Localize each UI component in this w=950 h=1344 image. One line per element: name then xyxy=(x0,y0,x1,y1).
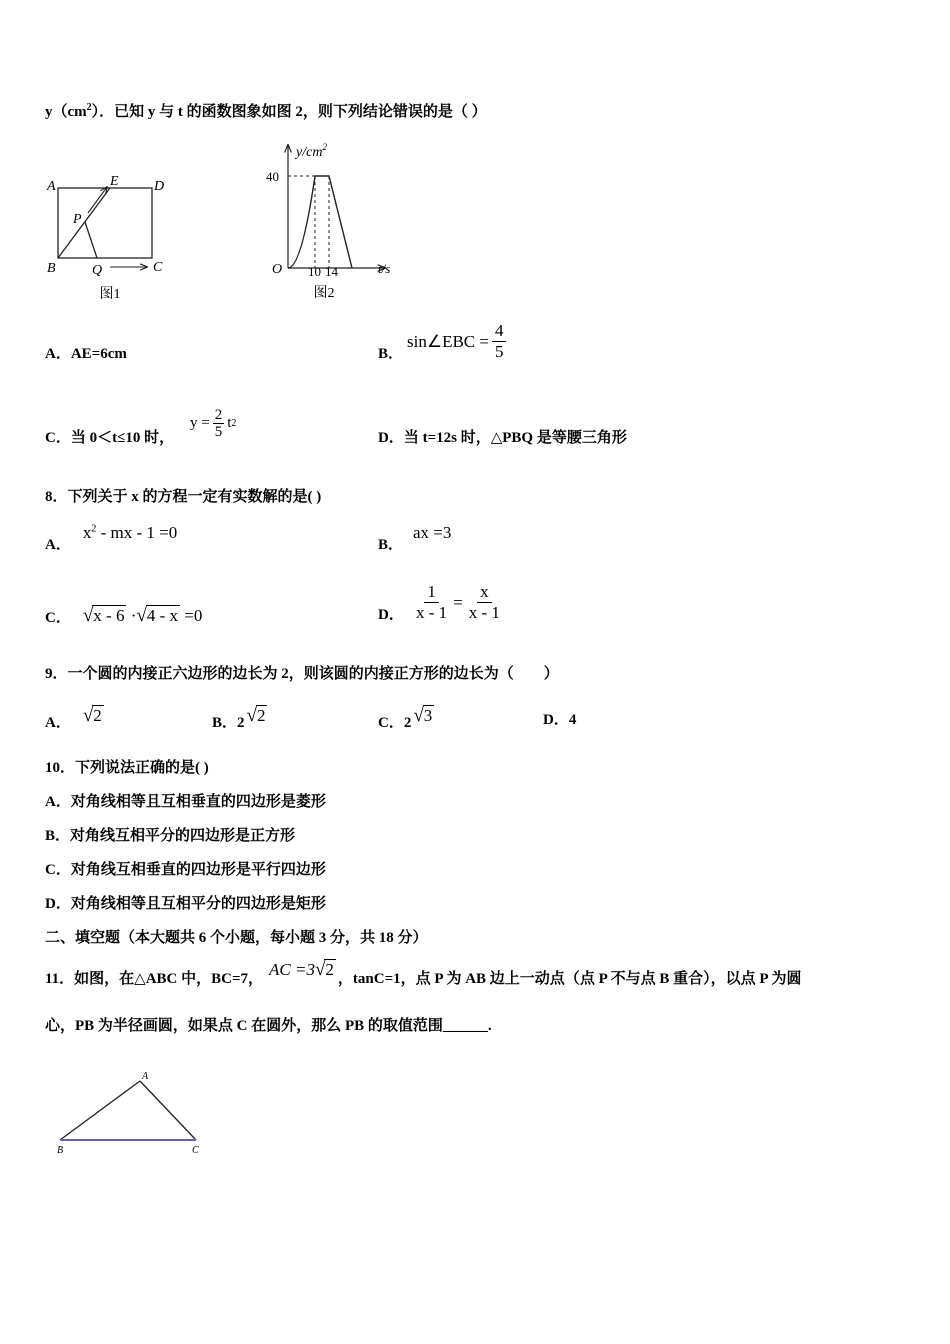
q11-line-1 xyxy=(45,959,802,988)
fig1-label-q: Q xyxy=(92,263,103,278)
q7-option-a-text: AE=6cm xyxy=(70,346,127,362)
q8-option-c-radicand-2: 4 - x xyxy=(146,606,179,625)
q8-option-d xyxy=(378,606,404,624)
figure2 xyxy=(266,142,390,301)
radical-sign: √ xyxy=(314,959,326,980)
q7-option-b-label: B． xyxy=(378,346,404,362)
q8-option-d-numerator-2: x xyxy=(477,582,492,603)
fig2-caption: 图2 xyxy=(313,286,335,301)
q7-option-d-label: D． xyxy=(378,430,404,446)
q9-option-d-value: 4 xyxy=(568,712,577,728)
q9-option-c-sqrt xyxy=(413,705,434,726)
fig1-label-c: C xyxy=(153,260,163,275)
q7-stem-sup: 2 xyxy=(86,102,92,113)
fig2-x-tick-14: 14 xyxy=(325,264,338,279)
q9-option-c-value xyxy=(413,705,434,726)
q10-option-d xyxy=(45,895,326,913)
q9-option-d-label: D． xyxy=(543,712,569,728)
q8-option-a-sup: 2 xyxy=(91,523,97,535)
fig2-x-tick-10: 10 xyxy=(308,264,321,279)
q11-line-1-post: ，tanC=1，点 P 为 AB 边上一动点（点 P 不与点 B 重合），以点 P 为圆 xyxy=(337,971,802,987)
q7-option-c-lhs: y = xyxy=(190,415,210,431)
q9-stem: 9．一个圆的内接正六边形的边长为 2，则该圆的内接正方形的边长为（ ） xyxy=(45,666,559,682)
segment-ab xyxy=(60,1081,140,1140)
q7-option-b-lhs: sin∠EBC = xyxy=(407,331,489,351)
q9-option-a xyxy=(45,705,104,732)
q7-option-c-text: 当 0＜t≤10 时， xyxy=(70,430,175,446)
q8-option-a-label: A． xyxy=(45,537,71,553)
q9-option-c-label: C． xyxy=(378,715,404,731)
fig2-origin: O xyxy=(272,262,283,277)
q7-option-c-formula: y = $\frac{2}{5}$ t 2 xyxy=(190,407,237,440)
q10-stem: 10．下列说法正确的是( ) xyxy=(45,760,209,776)
q8-option-b-label: B． xyxy=(378,537,404,553)
q7-stem xyxy=(45,103,487,121)
q8-option-c-radicand-1: x - 6 xyxy=(93,606,125,625)
q8-option-a-base: x xyxy=(82,523,92,542)
q10-option-a-text: 对角线相等且互相垂直的四边形是菱形 xyxy=(70,794,326,810)
q7-option-c-denominator: 5 xyxy=(214,424,223,440)
q8-option-c-sqrt-2 xyxy=(136,605,180,626)
q7-option-c-var: t xyxy=(227,415,232,431)
q11-line-2: 心，PB 为半径画圆，如果点 C 在圆外，那么 PB 的取值范围______. xyxy=(45,1018,492,1034)
q8-stem: 8．下列关于 x 的方程一定有实数解的是( ) xyxy=(45,489,322,505)
q10-option-a-label: A． xyxy=(45,794,71,810)
q10-option-b-label: B． xyxy=(45,828,71,844)
q7-option-b xyxy=(378,345,403,363)
fig1-label-b: B xyxy=(47,261,56,276)
fig1-label-d: D xyxy=(154,179,165,194)
q9-option-c-radicand: 3 xyxy=(423,706,433,725)
q10-option-b-text: 对角线互相平分的四边形是正方形 xyxy=(70,828,296,844)
q8-option-b-formula: ax =3 xyxy=(413,523,452,542)
q10-option-c-text: 对角线互相垂直的四边形是平行四边形 xyxy=(70,862,326,878)
fig2-x-label: t/s xyxy=(378,261,391,276)
q8-option-d-numerator-1: 1 xyxy=(424,582,439,603)
q9-option-a-sqrt xyxy=(83,705,104,726)
fig2-y-label-text: y/cm xyxy=(296,145,323,160)
radical-sign: √ xyxy=(82,605,94,626)
q8-option-a-rest: - mx - 1 =0 xyxy=(96,523,178,542)
segment-be xyxy=(58,188,110,258)
fig1-label-e: E xyxy=(110,174,119,189)
q7-option-c-label: C． xyxy=(45,430,71,446)
fig2-y-label-sup: 2 xyxy=(322,142,327,152)
q7-stem-pre: y（cm xyxy=(45,104,87,120)
triangle-label-a: A xyxy=(142,1071,149,1082)
q8-option-c-sqrt-1 xyxy=(83,605,127,626)
q7-option-b-fraction xyxy=(492,321,507,362)
radical-sign: √ xyxy=(246,705,257,726)
q11-line-1-pre: 11．如图，在△ABC 中，BC=7， xyxy=(45,971,264,987)
fig1-label-p: P xyxy=(73,212,82,227)
q8-option-b xyxy=(378,523,452,554)
q8-option-d-fraction-2 xyxy=(466,582,503,623)
q9-option-c-coef: 2 xyxy=(403,715,412,731)
q8-option-c-rest: =0 xyxy=(180,606,203,625)
q8-option-d-equals: = xyxy=(453,592,463,612)
fig2-function-curve xyxy=(288,176,352,268)
q7-option-d-text: 当 t=12s 时，△PBQ 是等腰三角形 xyxy=(403,430,627,446)
radical-sign: √ xyxy=(136,605,147,626)
q9-option-b xyxy=(212,705,267,732)
q7-figures xyxy=(40,135,400,305)
q11-formula xyxy=(269,959,336,980)
q7-option-b-numerator: 4 xyxy=(492,321,507,342)
q9-option-a-value xyxy=(83,705,104,726)
q8-option-d-formula xyxy=(410,582,506,623)
radical-sign: √ xyxy=(413,705,424,726)
q7-option-c-fraction xyxy=(213,407,225,440)
q10-option-d-label: D． xyxy=(45,896,71,912)
q7-option-c-numerator: 2 xyxy=(214,407,223,423)
q9-option-b-value xyxy=(247,705,268,726)
q7-option-c xyxy=(45,429,174,447)
section-2-title: 二、填空题（本大题共 6 个小题，每小题 3 分，共 18 分） xyxy=(45,930,428,946)
q7-option-b-denominator: 5 xyxy=(494,342,504,361)
q8-option-c-label: C． xyxy=(45,610,71,626)
q7-option-a-label: A． xyxy=(45,346,71,362)
q8-option-d-denominator-1: x - 1 xyxy=(416,603,448,622)
triangle-label-b: B xyxy=(57,1145,64,1156)
q10-option-c xyxy=(45,861,326,879)
fig1-caption: 图1 xyxy=(99,287,121,302)
q8-option-d-fraction-1 xyxy=(413,582,450,623)
q11-triangle-figure xyxy=(40,1065,220,1165)
segment-pq xyxy=(85,222,97,258)
q8-option-c-dot: · xyxy=(126,606,137,625)
fig2-y-label xyxy=(294,142,327,160)
q9-option-b-sqrt xyxy=(247,705,268,726)
segment-ac xyxy=(140,1081,196,1140)
q10-option-c-label: C． xyxy=(45,862,71,878)
q11-formula-radicand: 2 xyxy=(325,960,334,979)
q10-option-b xyxy=(45,827,295,845)
q9-option-b-coef: 2 xyxy=(237,715,245,731)
q9-option-a-label: A． xyxy=(45,715,71,731)
q8-option-a-formula xyxy=(83,524,177,542)
q9-option-b-label: B． xyxy=(212,715,238,731)
q7-option-a xyxy=(45,345,127,363)
arrow-p-direction xyxy=(88,187,107,213)
q7-stem-post: ）．已知 y 与 t 的函数图象如图 2，则下列结论错误的是（ ） xyxy=(91,104,487,120)
q10-option-d-text: 对角线相等且互相平分的四边形是矩形 xyxy=(70,896,326,912)
q9-option-c xyxy=(378,705,434,732)
q11-formula-lhs: AC =3 xyxy=(269,960,315,979)
q8-option-c-formula xyxy=(83,605,203,626)
figure1 xyxy=(46,174,164,302)
q8-option-c xyxy=(45,606,202,627)
q8-option-d-label: D． xyxy=(378,607,404,623)
radical-sign: √ xyxy=(82,705,94,726)
q10-option-a xyxy=(45,793,326,811)
q8-option-d-denominator-2: x - 1 xyxy=(468,603,500,622)
fig2-y-tick-40: 40 xyxy=(266,169,279,184)
q7-option-b-formula xyxy=(407,321,509,362)
q9-option-b-radicand: 2 xyxy=(256,706,266,725)
q8-option-a xyxy=(45,523,178,554)
q11-formula-sqrt xyxy=(315,959,336,980)
q7-option-d xyxy=(378,429,627,447)
triangle-label-c: C xyxy=(192,1145,199,1156)
q9-option-d xyxy=(543,711,576,729)
fig1-label-a: A xyxy=(47,179,56,194)
q9-option-a-radicand: 2 xyxy=(93,706,102,725)
